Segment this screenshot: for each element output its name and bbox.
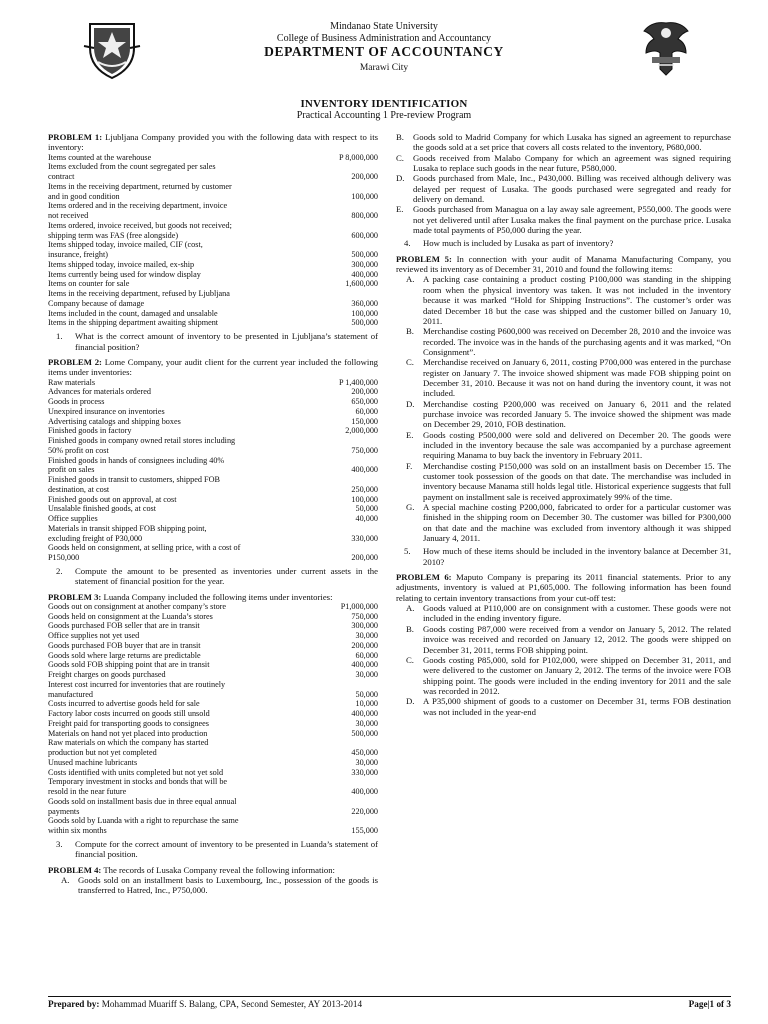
item-letter: B. <box>406 326 414 337</box>
table-row <box>48 309 378 319</box>
document-subtitle: Practical Accounting 1 Pre-review Program <box>296 110 472 121</box>
item-description: Items shipped today, invoice mailed, ex-ship <box>48 259 195 269</box>
table-row <box>48 426 378 436</box>
item-amount: 100,000 <box>351 191 378 201</box>
table-row <box>48 260 378 270</box>
problem-5-items <box>396 274 731 543</box>
item-description: Items excluded from the count segregated per sales <box>48 162 216 172</box>
item-description: Unsalable finished goods, at cost <box>48 504 157 514</box>
item-amount: 400,000 <box>351 709 378 719</box>
item-description-cont: manufactured <box>48 689 94 699</box>
table-row <box>48 660 378 670</box>
item-amount: P1,000,000 <box>340 601 378 611</box>
item-description: Items ordered and in the receiving department, invoice <box>48 201 228 211</box>
item-description-cont: and in good condition <box>48 191 120 201</box>
item-text: Merchandise costing P200,000 was received on January 6, 2011 and the related purchase invoice was recorded January 5. The invoice showed the shipment was made on December 29, 2010, FOB destination. <box>423 398 731 430</box>
item-description: Finished goods out on approval, at cost <box>48 494 177 504</box>
table-row <box>48 162 378 172</box>
item-amount: 330,000 <box>351 767 378 777</box>
table-row <box>48 221 378 231</box>
problem-4-question <box>396 238 731 248</box>
table-row <box>48 690 378 700</box>
left-column <box>48 132 378 896</box>
table-row <box>48 641 378 651</box>
table-row <box>48 153 378 163</box>
table-row <box>48 768 378 778</box>
item-amount: 750,000 <box>351 611 378 621</box>
table-row <box>48 553 378 563</box>
item-amount: 60,000 <box>355 650 378 660</box>
item-amount: 500,000 <box>351 250 378 260</box>
item-amount: 30,000 <box>355 757 378 767</box>
item-text: Goods costing P87,000 were received from a vendor on January 5, 2012. The related invoice was received and recorded on January 12, 2012. The goods were shipped on December 31, 2011, terms FOB shipping point. <box>423 623 731 655</box>
table-row <box>48 748 378 758</box>
item-description: Items counted at the warehouse <box>48 152 152 162</box>
item-text: Goods purchased from Male, Inc., P430,000. Billing was received although delivery was delayed per request of Lusaka. The goods purchased were segregated and ready for delivery on demand. <box>413 173 731 205</box>
item-description: Office supplies <box>48 514 98 524</box>
table-row <box>48 299 378 309</box>
item-amount: 400,000 <box>351 787 378 797</box>
table-row <box>48 602 378 612</box>
item-description: Items included in the count, damaged and unsalable <box>48 308 218 318</box>
table-row <box>48 250 378 260</box>
page-number: Page|1 of 3 <box>688 999 731 1009</box>
item-text: Goods costing P85,000, sold for P102,000, were shipped on December 31, 2011, and were delivered to the customer on January 2, 2012. The terms of the invoice were FOB shipping point. The goods were included in the ending inventory for 2011 and the sale was recorded in 2012. <box>423 654 731 696</box>
item-text: Merchandise received on January 6, 2011, costing P700,000 was entered in the purchase register on January 7. The invoice showed shipment was made FOB shipping point on December 31, 2010. Because it was not on hand during the inventory count, it was not included. <box>423 357 731 399</box>
item-amount: 60,000 <box>355 406 378 416</box>
problem-2-text: Lome Company, your audit client for the current year included the following items under inventories: <box>48 356 379 378</box>
item-amount: 50,000 <box>355 504 378 514</box>
table-row <box>48 524 378 534</box>
table-row <box>48 826 378 836</box>
item-amount: 200,000 <box>351 553 378 563</box>
list-item <box>406 502 731 543</box>
item-description: Goods sold by Luanda with a right to repurchase the same <box>48 816 239 826</box>
item-description: Goods sold FOB shipping point that are in transit <box>48 660 210 670</box>
table-row <box>48 504 378 514</box>
item-amount: 30,000 <box>355 631 378 641</box>
college-name: College of Business Administration and Accountancy <box>276 33 492 44</box>
item-amount: 300,000 <box>351 621 378 631</box>
item-letter: A. <box>406 274 415 285</box>
item-description: Finished goods in company owned retail stores including <box>48 436 236 446</box>
item-description: Costs incurred to advertise goods held for sale <box>48 699 200 709</box>
item-text: Goods received from Malabo Company for which an agreement was signed requiring Lusaka to replace such goods in the near future, P580,000. <box>413 152 731 174</box>
list-item <box>406 461 731 502</box>
item-amount: 500,000 <box>351 728 378 738</box>
table-row <box>48 289 378 299</box>
question-number: 5. <box>404 546 411 557</box>
item-text: A P35,000 shipment of goods to a customer on December 31, terms FOB destination was not included in the year-end <box>423 696 731 717</box>
item-text: Goods sold on an installment basis to Luxembourg, Inc., possession of the goods is transferred to Hatred, Inc., P750,000. <box>78 874 378 896</box>
item-text: A packing case containing a product costing P100,000 was standing in the shipping room when the physical inventory was taken. It was not included in the inventory because it was marked “Hold for Shipping Instructions”. The customer’s order was dated December 18 but the case was shipped and the customer billed on January 10, 2011. <box>423 274 731 326</box>
item-description: Goods in process <box>48 397 105 407</box>
problem-1-table <box>48 153 378 329</box>
item-description: Goods sold where large returns are predictable <box>48 650 201 660</box>
problem-2-heading: PROBLEM 2: <box>48 356 102 367</box>
item-description-cont: payments <box>48 806 80 816</box>
table-row <box>48 456 378 466</box>
table-row <box>48 270 378 280</box>
item-amount: 600,000 <box>351 230 378 240</box>
item-description-cont: destination, at cost <box>48 484 110 494</box>
item-letter: B. <box>396 132 404 142</box>
item-description-cont: insurance, freight) <box>48 250 109 260</box>
item-amount: 1,600,000 <box>345 279 378 289</box>
item-amount: 450,000 <box>351 748 378 758</box>
table-row <box>48 417 378 427</box>
item-amount: 250,000 <box>351 484 378 494</box>
problem-3-heading: PROBLEM 3: <box>48 591 102 602</box>
item-amount: P 8,000,000 <box>338 152 378 162</box>
item-amount: 100,000 <box>351 308 378 318</box>
item-text: Goods purchased from Managua on a lay away sale agreement, P550,000. The goods were not yet delivered until after Lusaka makes the final payment on the purchase price. Lusaka made total payments of P50,000 during the year. <box>413 204 731 236</box>
table-row <box>48 318 378 328</box>
problem-5-text: In connection with your audit of Manama Manufacturing Company, you reviewed its inventory as of December 31, 2010 and found the following items: <box>396 253 731 275</box>
item-description: Items in the shipping department awaiting shipment <box>48 318 219 328</box>
table-row <box>48 279 378 289</box>
item-letter: C. <box>406 357 414 368</box>
table-row <box>48 182 378 192</box>
item-description: Raw materials <box>48 377 96 387</box>
item-letter: D. <box>396 173 405 184</box>
item-letter: A. <box>61 874 70 885</box>
table-row <box>48 436 378 446</box>
item-description: Items in the receiving department, returned by customer <box>48 181 232 191</box>
item-description: Factory labor costs incurred on goods still unsold <box>48 709 210 719</box>
item-description-cont: profit on sales <box>48 465 95 475</box>
table-row <box>48 397 378 407</box>
item-description: Freight paid for transporting goods to consignees <box>48 718 209 728</box>
item-amount: 300,000 <box>351 259 378 269</box>
item-description: Freight charges on goods purchased <box>48 670 166 680</box>
prepared-by-text: Mohammad Muariff S. Balang, CPA, Second Semester, AY 2013-2014 <box>99 999 363 1009</box>
item-description: Unused machine lubricants <box>48 757 138 767</box>
item-text: Goods valued at P110,000 are on consignment with a customer. These goods were not included in the ending inventory figure. <box>423 603 731 624</box>
item-description-cont: shipping term was FAS (free alongside) <box>48 230 179 240</box>
item-amount: 40,000 <box>355 514 378 524</box>
table-row <box>48 387 378 397</box>
problem-3-text: Luanda Company included the following items under inventories: <box>103 591 333 602</box>
document-title: INVENTORY IDENTIFICATION <box>300 98 468 110</box>
item-description-cont: P150,000 <box>48 553 80 563</box>
item-amount: 360,000 <box>351 298 378 308</box>
problem-4-text: The records of Lusaka Company reveal the following information: <box>103 864 335 875</box>
list-item <box>406 655 731 696</box>
item-description: Items currently being used for window display <box>48 269 201 279</box>
table-row <box>48 797 378 807</box>
item-description: Office supplies not yet used <box>48 631 140 641</box>
list-item <box>61 875 378 896</box>
item-letter: D. <box>406 696 415 707</box>
item-description: Advances for materials ordered <box>48 387 151 397</box>
item-letter: E. <box>406 429 414 440</box>
item-description: Items on counter for sale <box>48 279 130 289</box>
table-row <box>48 729 378 739</box>
item-amount: 650,000 <box>351 397 378 407</box>
table-row <box>48 201 378 211</box>
item-amount: 750,000 <box>351 445 378 455</box>
table-row <box>48 651 378 661</box>
item-amount: 50,000 <box>355 689 378 699</box>
item-description-cont: Company because of damage <box>48 298 145 308</box>
list-item <box>406 603 731 624</box>
table-row <box>48 465 378 475</box>
item-description-cont: within six months <box>48 826 107 836</box>
item-description: Finished goods in hands of consignees including 40% <box>48 455 225 465</box>
table-row <box>48 543 378 553</box>
problem-3-table <box>48 602 378 836</box>
problem-3-question <box>48 839 378 860</box>
question-text: How much is included by Lusaka as part of inventory? <box>423 238 614 249</box>
table-row <box>48 621 378 631</box>
item-description: Goods out on consignment at another company’s store <box>48 601 227 611</box>
table-row <box>48 709 378 719</box>
item-text: Merchandise costing P150,000 was sold on an installment basis on December 15. The customer took possession of the goods on that date. The merchandise was included in inventory because Manama still holds legal title. Historical experience suggests that full payment on installment sale is received approximately 99% of the time. <box>423 460 731 502</box>
item-description: Finished goods in factory <box>48 426 132 436</box>
table-row <box>48 807 378 817</box>
item-description: Advertising catalogs and shipping boxes <box>48 416 181 426</box>
list-item <box>396 173 731 204</box>
problem-5-heading: PROBLEM 5: <box>396 253 452 264</box>
problem-2-table <box>48 378 378 563</box>
item-text: Goods costing P500,000 were sold and delivered on December 20. The goods were included in the inventory because the sale was accompanied by a purchase agreement requiring Manama to buy back the inventory in February 2011. <box>423 429 731 461</box>
table-row <box>48 670 378 680</box>
problem-4-intro <box>48 865 378 875</box>
item-amount: 100,000 <box>351 494 378 504</box>
list-item <box>406 274 731 326</box>
item-amount: 10,000 <box>355 699 378 709</box>
list-item <box>396 132 731 153</box>
table-row <box>48 378 378 388</box>
table-row <box>48 407 378 417</box>
table-row <box>48 495 378 505</box>
item-amount: 400,000 <box>351 465 378 475</box>
item-description: Materials in transit shipped FOB shipping point, <box>48 523 207 533</box>
item-description-cont: excluding freight of P30,000 <box>48 533 143 543</box>
item-amount: 30,000 <box>355 718 378 728</box>
item-letter: F. <box>406 460 413 471</box>
item-amount: 400,000 <box>351 269 378 279</box>
table-row <box>48 680 378 690</box>
item-description: Costs identified with units completed but not yet sold <box>48 767 224 777</box>
question-number: 3. <box>56 838 63 849</box>
problem-2-intro <box>48 357 378 378</box>
table-row <box>48 719 378 729</box>
item-amount: 800,000 <box>351 211 378 221</box>
item-description: Materials on hand not yet placed into production <box>48 728 208 738</box>
item-text: Merchandise costing P600,000 was received on December 28, 2010 and the invoice was recorded. The invoice was in the hands of the purchasing agents and it was marked, “On Consignment”. <box>423 326 731 357</box>
table-row <box>48 534 378 544</box>
table-row <box>48 211 378 221</box>
table-row <box>48 192 378 202</box>
problem-5-intro <box>396 254 731 275</box>
item-description: Goods purchased FOB buyer that are in transit <box>48 640 201 650</box>
list-item <box>406 624 731 655</box>
list-item <box>406 326 731 357</box>
problem-4-heading: PROBLEM 4: <box>48 864 102 875</box>
item-amount: 330,000 <box>351 533 378 543</box>
item-description: Temporary investment in stocks and bonds that will be <box>48 777 228 787</box>
table-row <box>48 612 378 622</box>
item-description: Interest cost incurred for inventories that are routinely <box>48 679 226 689</box>
item-letter: B. <box>406 623 414 634</box>
university-name: Mindanao State University <box>330 21 438 32</box>
table-row <box>48 514 378 524</box>
table-row <box>48 699 378 709</box>
item-description: Goods sold on installment basis due in three equal annual <box>48 796 237 806</box>
item-description: Raw materials on which the company has started <box>48 738 209 748</box>
item-amount: 220,000 <box>351 806 378 816</box>
problem-3-intro <box>48 592 378 602</box>
item-amount: 200,000 <box>351 640 378 650</box>
question-number: 4. <box>404 238 411 249</box>
table-row <box>48 446 378 456</box>
list-item <box>406 357 731 398</box>
item-letter: A. <box>406 603 415 614</box>
item-amount: 155,000 <box>351 826 378 836</box>
item-letter: G. <box>406 502 415 513</box>
table-row <box>48 758 378 768</box>
prepared-by-label: Prepared by: <box>48 999 100 1009</box>
item-amount: 30,000 <box>355 670 378 680</box>
item-amount: 500,000 <box>351 318 378 328</box>
table-row <box>48 231 378 241</box>
item-description-cont: 50% profit on cost <box>48 445 109 455</box>
problem-1-text: Ljubljana Company provided you with the following data with respect to its inventory: <box>48 132 378 153</box>
department-name: DEPARTMENT OF ACCOUNTANCY <box>264 44 504 59</box>
item-description: Items shipped today, invoice mailed, CIF (cost, <box>48 240 203 250</box>
item-description: Finished goods in transit to customers, shipped FOB <box>48 475 220 485</box>
problem-5-question <box>396 546 731 567</box>
item-description-cont: not received <box>48 211 89 221</box>
item-amount: P 1,400,000 <box>338 377 378 387</box>
item-description: Goods held on consignment at the Luanda’s stores <box>48 611 213 621</box>
item-description: Goods held on consignment, at selling price, with a cost of <box>48 543 241 553</box>
table-row <box>48 787 378 797</box>
item-description: Items ordered, invoice received, but goods not received; <box>48 220 232 230</box>
item-text: A special machine costing P200,000, fabricated to order for a particular customer was finished in the shipping room on December 30. The customer was billed for P300,000 on that date and the machine was excluded from inventory although it was shipped January 4, 2011. <box>423 502 731 544</box>
item-amount: 2,000,000 <box>345 426 378 436</box>
problem-6-text: Maputo Company is preparing its 2011 financial statements. Prior to any adjustments, inventory is valued at P1,605,000. The following information has been found relating to certain inventory transactions from your cut-off test: <box>396 572 731 603</box>
table-row <box>48 631 378 641</box>
table-row <box>48 485 378 495</box>
item-description: Items in the receiving department, refused by Ljubljana <box>48 289 230 299</box>
problem-1-intro <box>48 132 378 153</box>
item-amount: 150,000 <box>351 416 378 426</box>
list-item <box>406 696 731 717</box>
item-description: Unexpired insurance on inventories <box>48 406 165 416</box>
right-column <box>396 132 731 717</box>
letterhead <box>0 0 768 140</box>
item-description-cont: resold in the near future <box>48 787 127 797</box>
table-row <box>48 738 378 748</box>
problem-1-heading: PROBLEM 1: <box>48 132 103 142</box>
item-amount: 200,000 <box>351 387 378 397</box>
item-description: Goods purchased FOB seller that are in transit <box>48 621 200 631</box>
problem-1-question <box>48 331 378 352</box>
page-footer <box>48 996 731 1009</box>
item-amount: 400,000 <box>351 660 378 670</box>
list-item <box>396 153 731 174</box>
problem-6-items <box>396 603 731 717</box>
problem-6-heading: PROBLEM 6: <box>396 572 452 583</box>
city-name: Marawi City <box>359 63 409 73</box>
list-item <box>406 430 731 461</box>
question-number: 2. <box>56 565 63 576</box>
item-description-cont: contract <box>48 172 75 182</box>
item-letter: D. <box>406 398 415 409</box>
table-row <box>48 475 378 485</box>
item-amount: 200,000 <box>351 172 378 182</box>
question-text: Compute the amount to be presented as inventories under current assets in the statement of financial position for the year. <box>75 565 378 587</box>
item-letter: E. <box>396 204 404 215</box>
question-text: What is the correct amount of inventory to be presented in Ljubljana’s statement of financial position? <box>75 331 378 352</box>
problem-2-question <box>48 566 378 587</box>
question-text: Compute for the correct amount of inventory to be presented in Luanda’s statement of financial position. <box>75 838 378 860</box>
table-row <box>48 240 378 250</box>
item-letter: C. <box>406 654 414 665</box>
table-row <box>48 172 378 182</box>
problem-4-items-start <box>48 875 378 896</box>
table-row <box>48 777 378 787</box>
prepared-by <box>48 999 362 1009</box>
table-row <box>48 816 378 826</box>
question-number: 1. <box>56 331 63 342</box>
item-description-cont: production but not yet completed <box>48 748 157 758</box>
item-text: Goods sold to Madrid Company for which Lusaka has signed an agreement to repurchase the goods sold at a set price that covers all costs related to the inventory, P680,000. <box>413 132 731 153</box>
question-text: How much of these items should be included in the inventory balance at December 31, 2010? <box>423 546 731 567</box>
list-item <box>396 204 731 235</box>
list-item <box>406 399 731 430</box>
problem-4-items-cont <box>396 132 731 235</box>
problem-6-intro <box>396 572 731 603</box>
item-letter: C. <box>396 152 404 163</box>
